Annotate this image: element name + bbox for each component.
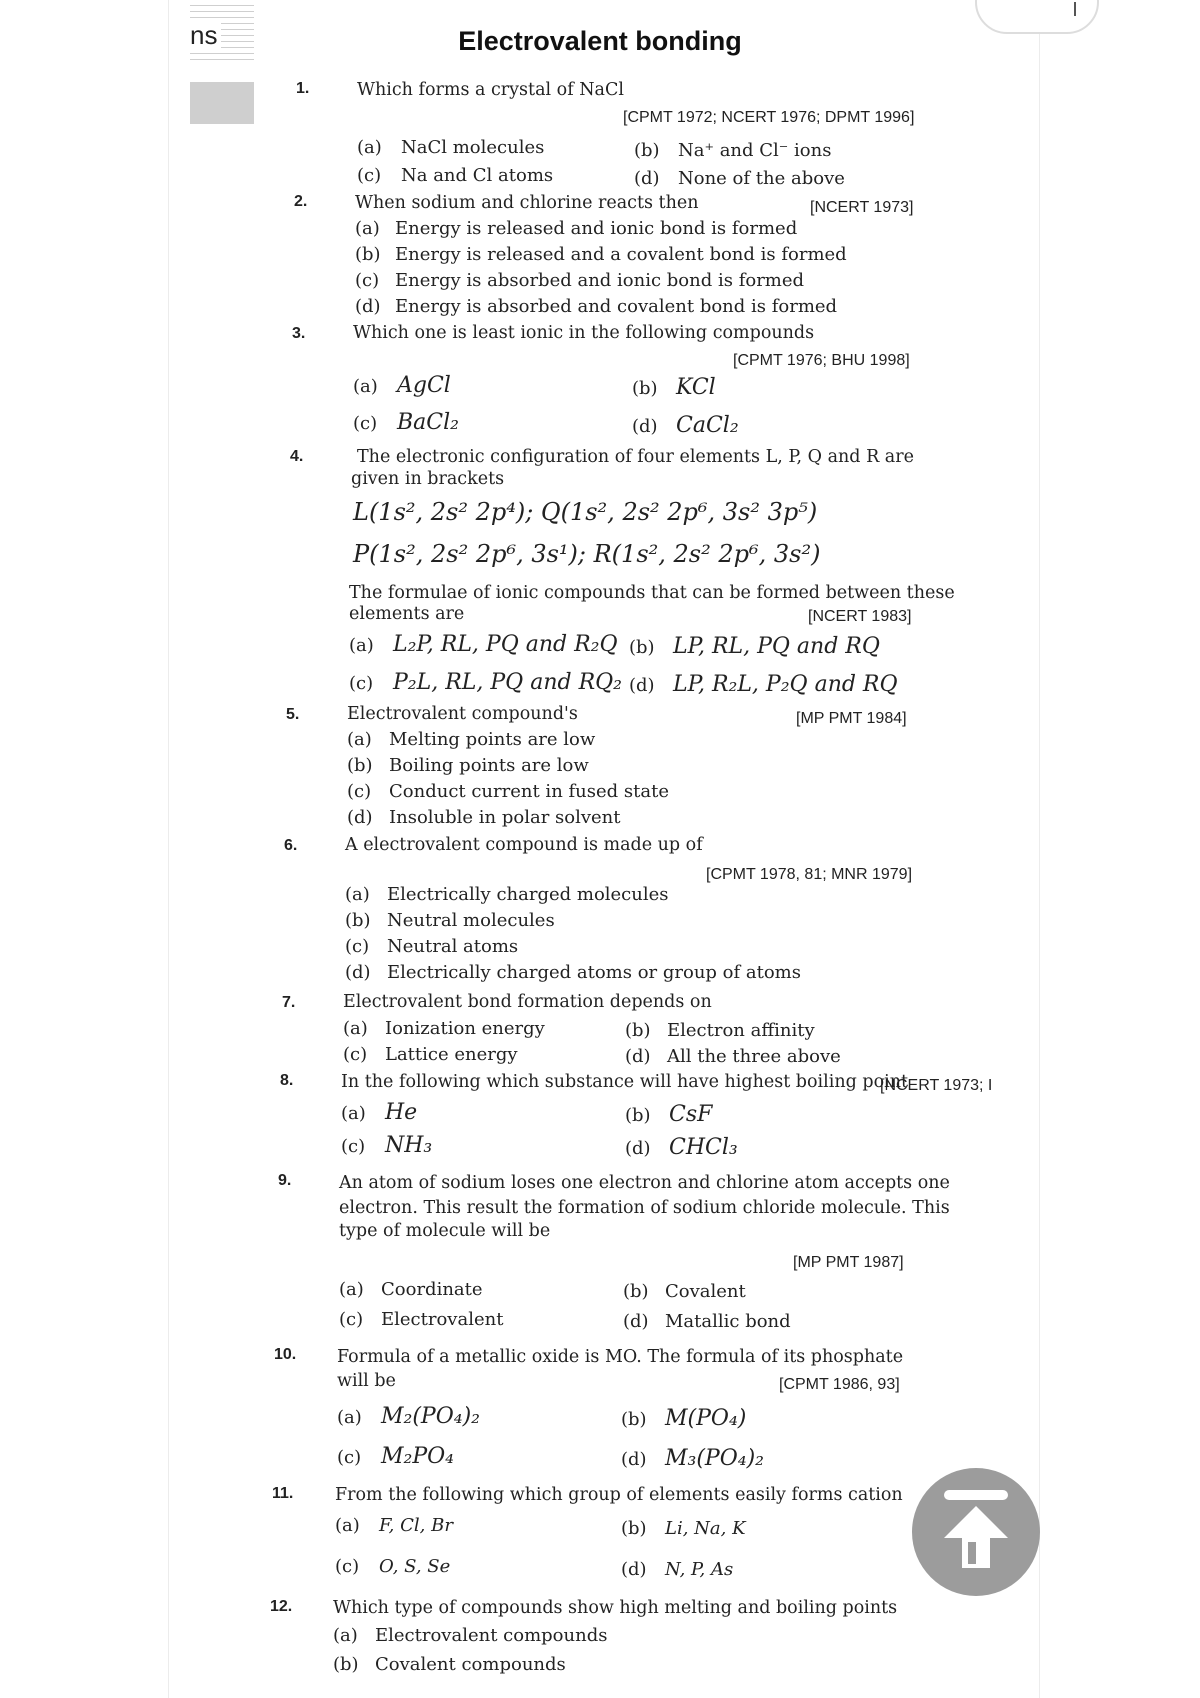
option-label: (a)	[337, 1407, 362, 1428]
question-number: 5.	[286, 706, 300, 723]
option-text: Coordinate	[381, 1279, 483, 1300]
question-text: In the following which substance will have highest boiling point	[341, 1072, 909, 1092]
option-label: (c)	[347, 781, 372, 802]
option-label: (d)	[634, 168, 660, 189]
option	[347, 807, 621, 828]
question-text: The electronic configuration of four elements L, P, Q and R are	[357, 447, 914, 467]
question-number: 12.	[270, 1598, 293, 1615]
option-text: Insoluble in polar solvent	[389, 807, 621, 828]
option	[343, 1044, 518, 1065]
option-label: (c)	[341, 1136, 366, 1157]
option-label: (d)	[345, 962, 371, 983]
option	[355, 296, 837, 317]
question-reference: [MP PMT 1984]	[796, 710, 907, 727]
side-panel-tab[interactable]	[190, 0, 254, 128]
option	[634, 140, 831, 161]
page-title: Electrovalent bonding	[458, 26, 742, 56]
option-text: CaCl₂	[676, 413, 739, 438]
option	[347, 755, 589, 776]
option-label: (d)	[632, 416, 658, 437]
option-text: BaCl₂	[397, 410, 459, 435]
option-label: (a)	[339, 1279, 364, 1300]
option-label: (d)	[629, 675, 655, 696]
option-text: Electrovalent	[381, 1309, 504, 1330]
question-text: The formulae of ionic compounds that can be formed between these	[349, 583, 955, 603]
option-text: M₃(PO₄)₂	[665, 1446, 764, 1471]
option-label: (c)	[355, 270, 380, 291]
option	[621, 1446, 764, 1471]
option-label: (b)	[625, 1105, 651, 1126]
option-text: Matallic bond	[665, 1311, 791, 1332]
question-number: 4.	[290, 448, 304, 465]
option	[339, 1279, 483, 1300]
option-text: Melting points are low	[389, 729, 596, 750]
option-text: M₂(PO₄)₂	[381, 1404, 480, 1429]
option	[629, 634, 880, 659]
option-label: (b)	[629, 637, 655, 658]
question-reference: [CPMT 1978, 81; MNR 1979]	[706, 866, 913, 883]
option-text: Lattice energy	[385, 1044, 518, 1065]
option	[625, 1135, 738, 1160]
arrow-to-top-icon	[912, 1468, 1040, 1596]
question-text: From the following which group of elements easily forms cation	[335, 1485, 903, 1505]
option-text: Electrically charged atoms or group of atoms	[387, 962, 801, 983]
option	[357, 165, 553, 186]
option-text: Ionization energy	[385, 1018, 545, 1039]
option	[337, 1444, 454, 1469]
option	[347, 729, 595, 750]
option-text: NH₃	[385, 1133, 433, 1158]
question-number: 8.	[280, 1072, 294, 1089]
option-label: (c)	[353, 413, 378, 434]
question-number: 2.	[294, 193, 308, 210]
option-label: (c)	[343, 1044, 368, 1065]
option	[337, 1404, 480, 1429]
option-label: (b)	[345, 910, 371, 931]
option	[353, 410, 459, 435]
option-text: Covalent compounds	[375, 1654, 566, 1675]
question-number: 10.	[274, 1346, 297, 1363]
option-text: Conduct current in fused state	[389, 781, 669, 802]
option-text: Li, Na, K	[665, 1518, 746, 1539]
option	[625, 1020, 815, 1041]
question-reference: [CPMT 1986, 93]	[779, 1376, 900, 1393]
option-text: O, S, Se	[379, 1556, 451, 1577]
question-reference: [CPMT 1976; BHU 1998]	[733, 352, 910, 369]
question-number: 3.	[292, 325, 306, 342]
option-label: (b)	[355, 244, 381, 265]
question-text: An atom of sodium loses one electron and chlorine atom accepts one	[339, 1173, 950, 1193]
question-text: Which type of compounds show high melting and boiling points	[333, 1598, 898, 1618]
question-text: Electrovalent bond formation depends on	[343, 992, 712, 1012]
question-text: will be	[337, 1371, 396, 1391]
option-label: (d)	[347, 807, 373, 828]
option-text: Energy is released and a covalent bond is formed	[395, 244, 847, 265]
option-label: (c)	[337, 1447, 362, 1468]
option	[349, 632, 618, 657]
option-text: LP, R₂L, P₂Q and RQ	[673, 672, 898, 697]
question-text: electron. This result the formation of sodium chloride molecule. This	[339, 1198, 950, 1218]
option-label: (b)	[623, 1281, 649, 1302]
option-text: Boiling points are low	[389, 755, 589, 776]
option-label: (c)	[339, 1309, 364, 1330]
option	[349, 670, 622, 695]
option-label: (a)	[353, 376, 378, 397]
option	[355, 218, 797, 239]
question-text: When sodium and chlorine reacts then	[355, 193, 699, 213]
option-label: (d)	[621, 1559, 647, 1580]
option-label: (a)	[349, 635, 374, 656]
corner-tick-icon	[1074, 2, 1076, 16]
option-label: (d)	[621, 1449, 647, 1470]
option-label: (a)	[333, 1625, 358, 1646]
option	[621, 1406, 746, 1431]
configuration-line: P(1s², 2s² 2p⁶, 3s¹); R(1s², 2s² 2p⁶, 3s²)	[353, 540, 821, 568]
option	[355, 270, 804, 291]
option	[621, 1518, 746, 1539]
option-label: (b)	[333, 1654, 359, 1675]
option-text: Energy is released and ionic bond is formed	[395, 218, 798, 239]
option-label: (a)	[355, 218, 380, 239]
question-text: elements are	[349, 604, 465, 624]
question-text: given in brackets	[351, 469, 505, 489]
option-label: (b)	[634, 140, 660, 161]
option-text: Electrically charged molecules	[387, 884, 669, 905]
option-label: (c)	[357, 165, 382, 186]
option-text: Na⁺ and Cl⁻ ions	[678, 140, 832, 161]
option-text: M(PO₄)	[665, 1406, 747, 1431]
option-text: NaCl molecules	[401, 137, 545, 158]
option	[335, 1515, 453, 1536]
option-text: Electrovalent compounds	[375, 1625, 608, 1646]
option	[341, 1133, 432, 1158]
option-label: (c)	[345, 936, 370, 957]
option-text: LP, RL, PQ and RQ	[673, 634, 880, 659]
question-reference: [NCERT 1973; I	[880, 1077, 993, 1094]
option-label: (d)	[355, 296, 381, 317]
option	[623, 1311, 791, 1332]
option-label: (b)	[621, 1518, 647, 1539]
option-text: Covalent	[665, 1281, 746, 1302]
option-label: (a)	[345, 884, 370, 905]
option	[629, 672, 898, 697]
question-reference: [MP PMT 1987]	[793, 1254, 904, 1271]
option-text: CHCl₃	[669, 1135, 738, 1160]
option-label: (c)	[349, 673, 374, 694]
option	[345, 936, 518, 957]
option	[621, 1559, 733, 1580]
option-text: KCl	[676, 375, 716, 400]
question-number: 6.	[284, 837, 298, 854]
option	[333, 1654, 566, 1675]
option	[625, 1102, 712, 1127]
option-label: (a)	[343, 1018, 368, 1039]
question-text: Which forms a crystal of NaCl	[357, 80, 624, 100]
option	[355, 244, 847, 265]
option-label: (b)	[632, 378, 658, 399]
question-text: type of molecule will be	[339, 1221, 551, 1241]
option	[625, 1046, 841, 1067]
option-text: Neutral molecules	[387, 910, 555, 931]
option-text: None of the above	[678, 168, 845, 189]
option	[347, 781, 669, 802]
option-text: P₂L, RL, PQ and RQ₂	[393, 670, 622, 695]
option-text: AgCl	[397, 373, 451, 398]
option-label: (b)	[621, 1409, 647, 1430]
option-text: F, Cl, Br	[379, 1515, 453, 1536]
question-text: Formula of a metallic oxide is MO. The formula of its phosphate	[337, 1347, 904, 1367]
option	[333, 1625, 607, 1646]
question-reference: [NCERT 1983]	[808, 608, 912, 625]
option	[343, 1018, 545, 1039]
option-text: Energy is absorbed and ionic bond is formed	[395, 270, 805, 291]
option	[357, 137, 544, 158]
option	[345, 962, 801, 983]
configuration-line: L(1s², 2s² 2p⁴); Q(1s², 2s² 2p⁶, 3s² 3p⁵)	[353, 498, 818, 526]
question-text: Which one is least ionic in the following compounds	[353, 323, 815, 343]
option-label: (a)	[341, 1103, 366, 1124]
tab-box	[190, 82, 254, 124]
question-text: Electrovalent compound's	[347, 704, 578, 724]
question-reference: [NCERT 1973]	[810, 199, 914, 216]
option	[623, 1281, 746, 1302]
tab-label: ns	[190, 20, 221, 51]
option-text: N, P, As	[665, 1559, 734, 1580]
option-label: (a)	[335, 1515, 360, 1536]
option-text: Electron affinity	[667, 1020, 815, 1041]
option-text: He	[385, 1100, 418, 1125]
option	[632, 413, 739, 438]
option-label: (a)	[357, 137, 382, 158]
question-number: 7.	[282, 994, 296, 1011]
option	[632, 375, 716, 400]
option-label: (d)	[625, 1046, 651, 1067]
option	[345, 910, 555, 931]
option	[634, 168, 845, 189]
option-text: Neutral atoms	[387, 936, 519, 957]
option-text: M₂PO₄	[381, 1444, 455, 1469]
option-label: (b)	[625, 1020, 651, 1041]
option-label: (b)	[347, 755, 373, 776]
option-text: Energy is absorbed and covalent bond is formed	[395, 296, 838, 317]
option-label: (d)	[623, 1311, 649, 1332]
option-label: (d)	[625, 1138, 651, 1159]
option	[353, 373, 451, 398]
option	[341, 1100, 417, 1125]
option-text: L₂P, RL, PQ and R₂Q	[393, 632, 618, 657]
question-number: 1.	[296, 80, 310, 97]
option	[335, 1556, 450, 1577]
option-text: Na and Cl atoms	[401, 165, 554, 186]
option-label: (a)	[347, 729, 372, 750]
question-text: A electrovalent compound is made up of	[345, 835, 703, 855]
option	[345, 884, 669, 905]
option	[339, 1309, 503, 1330]
option-text: All the three above	[667, 1046, 841, 1067]
question-reference: [CPMT 1972; NCERT 1976; DPMT 1996]	[623, 109, 915, 126]
scroll-to-top-button[interactable]	[912, 1468, 1040, 1596]
question-number: 9.	[278, 1172, 292, 1189]
option-label: (c)	[335, 1556, 360, 1577]
option-text: CsF	[669, 1102, 713, 1127]
question-number: 11.	[272, 1485, 294, 1502]
